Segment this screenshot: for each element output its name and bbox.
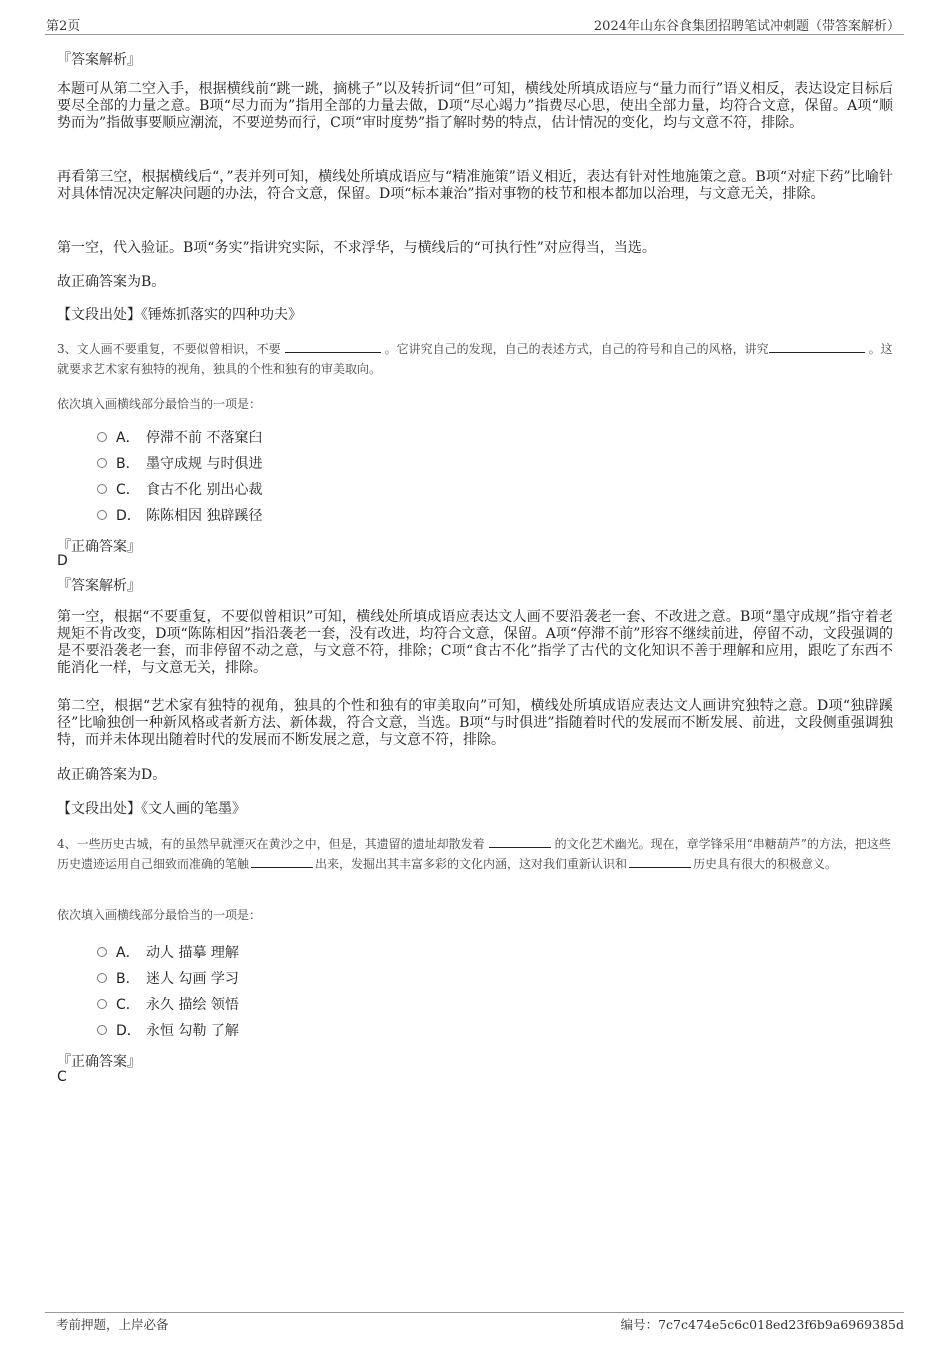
analysis-paragraph: 本题可从第二空入手，根据横线前“跳一跳，摘桃子”以及转折词“但”可知，横线处所填成语应与“量力而行”语义相反，表达设定目标后要尽全部的力量之意。B项“尽力而为”指用全部的力量去做，D项“尽心竭力”指费尽心思，使出全部力量，均符合文意，保留。A项“顺势而为”指做事要顺应潮流，不要逆势而行，C项“审时度势”指了解时势的特点，估计情况的变化，均与文意不符，排除。 bbox=[57, 81, 893, 131]
analysis-paragraph: 故正确答案为D。 bbox=[57, 767, 167, 783]
source-citation: 【文段出处】《文人画的笔墨》 bbox=[57, 801, 246, 817]
stem-text: 。它讲究自己的发现，自己的表述方式，自己的符号和自己的风格，讲究 bbox=[384, 342, 769, 356]
stem-text: 3、文人画不要重复，不要似曾相识，不要 bbox=[57, 342, 281, 356]
option-d[interactable] bbox=[97, 1021, 239, 1041]
option-text: 动人 描摹 理解 bbox=[146, 945, 239, 961]
answer-analysis-label: 『答案解析』 bbox=[57, 578, 141, 594]
option-letter: C． bbox=[116, 997, 140, 1013]
option-letter: D． bbox=[116, 1023, 141, 1039]
option-text: 永久 描绘 领悟 bbox=[146, 997, 239, 1013]
option-letter: C． bbox=[116, 482, 140, 498]
radio-icon[interactable] bbox=[97, 458, 107, 468]
radio-icon[interactable] bbox=[97, 484, 107, 494]
fill-blank bbox=[489, 834, 551, 848]
option-text: 陈陈相因 独辟蹊径 bbox=[146, 508, 263, 524]
option-text: 食古不化 别出心裁 bbox=[146, 482, 263, 498]
page-footer bbox=[45, 1312, 904, 1333]
radio-icon[interactable] bbox=[97, 973, 107, 983]
option-text: 停滞不前 不落窠臼 bbox=[146, 430, 263, 446]
option-a[interactable] bbox=[97, 943, 239, 963]
answer-analysis-label: 『答案解析』 bbox=[57, 52, 141, 68]
option-letter: B． bbox=[116, 971, 140, 987]
correct-answer-label: 『正确答案』 bbox=[57, 539, 141, 555]
radio-icon[interactable] bbox=[97, 1025, 107, 1035]
analysis-paragraph: 故正确答案为B。 bbox=[57, 274, 166, 290]
analysis-paragraph: 第一空，根据“不要重复，不要似曾相识”可知，横线处所填成语应表达文人画不要沿袭老一套、不改进之意。B项“墨守成规”指守着老规矩不肯改变，D项“陈陈相因”指沿袭老一套，没有改进，均符合文意，保留。A项“停滞不前”形容不继续前进，停留不动，文段强调的是不要沿袭老一套，而非停留不动之意，与文意不符，排除；C项“食古不化”指学了古代的文化知识不善于理解和应用，跟吃了东西不能消化一样，与文意无关，排除。 bbox=[57, 609, 893, 676]
option-a[interactable] bbox=[97, 428, 262, 448]
radio-icon[interactable] bbox=[97, 510, 107, 520]
option-c[interactable] bbox=[97, 480, 262, 500]
fill-blank bbox=[629, 854, 691, 868]
option-b[interactable] bbox=[97, 969, 239, 989]
document-id: 编号：7c7c474e5c6c018ed23f6b9a6969385d bbox=[620, 1317, 904, 1332]
document-title: 2024年山东谷食集团招聘笔试冲刺题（带答案解析） bbox=[593, 19, 900, 34]
fill-blank bbox=[769, 339, 865, 353]
stem-text: 的文化艺术幽光。现在，章学锋采用“串糖葫芦”的方法，把这些历史遗迹运用自己细致而准确的笔触 bbox=[57, 837, 891, 871]
footer-slogan: 考前押题，上岸必备 bbox=[56, 1317, 169, 1332]
option-letter: B． bbox=[116, 456, 140, 472]
correct-answer: D bbox=[57, 553, 68, 569]
question-4-stem bbox=[57, 834, 893, 874]
option-c[interactable] bbox=[97, 995, 239, 1015]
radio-icon[interactable] bbox=[97, 947, 107, 957]
correct-answer-label: 『正确答案』 bbox=[57, 1054, 141, 1070]
analysis-paragraph: 再看第三空，根据横线后“，”表并列可知，横线处所填成语应与“精准施策”语义相近，表达有针对性地施策之意。B项“对症下药”比喻针对具体情况决定解决问题的办法，符合文意，保留。D项“标本兼治”指对事物的枝节和根本都加以治理，与文意无关，排除。 bbox=[57, 169, 893, 202]
stem-text: 4、一些历史古城，有的虽然早就湮灭在黄沙之中，但是，其遗留的遗址却散发着 bbox=[57, 837, 485, 851]
analysis-paragraph: 第一空，代入验证。B项“务实”指讲究实际，不求浮华，与横线后的“可执行性”对应得当，当选。 bbox=[57, 240, 656, 256]
stem-text: 出来，发掘出其丰富多彩的文化内涵，这对我们重新认识和 bbox=[315, 857, 628, 871]
option-text: 墨守成规 与时俱进 bbox=[146, 456, 263, 472]
fill-blank bbox=[285, 339, 381, 353]
page-header bbox=[45, 14, 904, 35]
option-d[interactable] bbox=[97, 506, 262, 526]
option-letter: A． bbox=[116, 945, 140, 961]
option-text: 永恒 勾勒 了解 bbox=[146, 1023, 239, 1039]
radio-icon[interactable] bbox=[97, 999, 107, 1009]
option-b[interactable] bbox=[97, 454, 262, 474]
stem-text: 。这就要求艺术家有独特的视角，独具的个性和独有的审美取向。 bbox=[57, 342, 893, 376]
stem-text: 历史具有很大的积极意义。 bbox=[693, 857, 838, 871]
page-number: 第2页 bbox=[46, 19, 81, 34]
option-letter: A． bbox=[116, 430, 140, 446]
source-citation: 【文段出处】《锤炼抓落实的四种功夫》 bbox=[57, 307, 302, 323]
question-prompt: 依次填入画横线部分最恰当的一项是： bbox=[57, 397, 262, 411]
option-text: 迷人 勾画 学习 bbox=[146, 971, 239, 987]
option-letter: D． bbox=[116, 508, 141, 524]
fill-blank bbox=[251, 854, 313, 868]
radio-icon[interactable] bbox=[97, 432, 107, 442]
question-3-stem bbox=[57, 339, 893, 379]
analysis-paragraph: 第二空，根据“艺术家有独特的视角，独具的个性和独有的审美取向”可知，横线处所填成语应表达文人画讲究独特之意。D项“独辟蹊径”比喻独创一种新风格或者新方法、新体裁，符合文意，当选。B项“与时俱进”指随着时代的发展而不断发展、前进，文段侧重强调独特，而并未体现出随着时代的发展而不断发展之意，与文意不符，排除。 bbox=[57, 698, 893, 748]
question-prompt: 依次填入画横线部分最恰当的一项是： bbox=[57, 908, 262, 922]
correct-answer: C bbox=[57, 1069, 67, 1085]
